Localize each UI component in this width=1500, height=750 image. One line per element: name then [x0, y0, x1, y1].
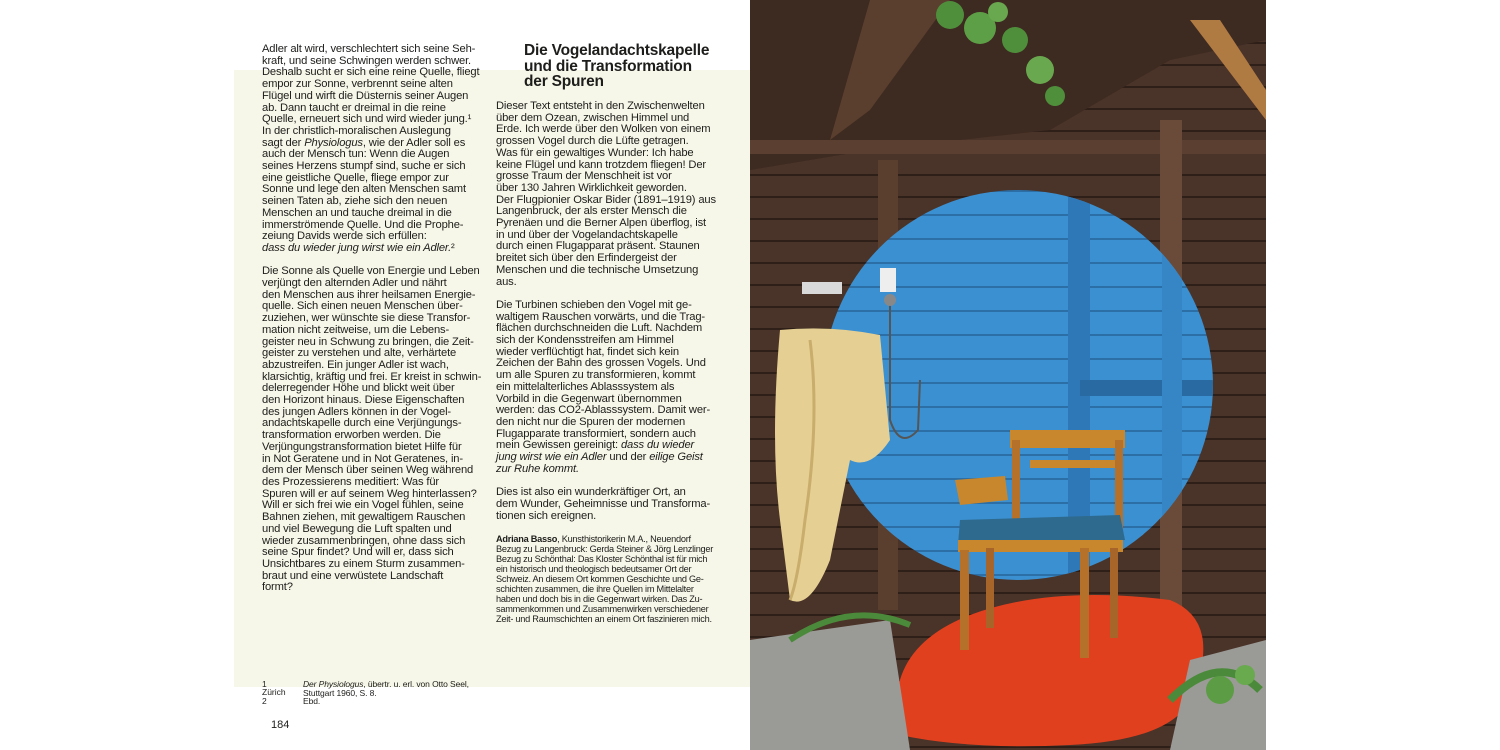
article-heading: Die Vogelandachtskapelle und die Transformation der Spuren [524, 42, 710, 90]
left-paragraph-1: Adler alt wird, verschlechtert sich seine Seh- kraft, und seine Schwingen werden schwer. Deshalb sucht er sich eine reine Quelle, fliegt empor zur Sonne, verbrennt seine alten Flügel und wirft die Düsternis seiner Augen ab. Dann taucht er dreimal in die reine Quelle, erneuert sich und wird wieder jung.¹ In der christlich-moralischen Auslegung sagt der Physiologus, wie der Adler soll es auch der Mensch tun: Wenn die Augen seines Herzens stumpf sind, suche er sich eine geistliche Quelle, fliege empor zur Sonne und lege den alten Menschen samt seinen Taten ab, ziehe sich den neuen Menschen an und tauche dreimal in die immerströmende Quelle. Und die Prophe- zeiung Davids werde sich erfüllen: dass du wieder jung wirst wie ein Adler.² [262, 43, 480, 254]
mid-paragraph-3: Dies ist also ein wunderkräftiger Ort, an dem Wunder, Geheimnisse und Transforma- tionen sich ereignen. [496, 486, 711, 522]
mid-paragraph-1: Dieser Text entsteht in den Zwischenwelten über dem Ozean, zwischen Himmel und Erde. Ich werde über den Wolken von einem grossen Vogel durch die Lüfte getragen. Was für ein gewaltiges Wunder: Ich habe keine Flügel und kann trotzdem fliegen! Der grosse Traum der Menschheit ist vor über 130 Jahren Wirklichkeit geworden. Der Flugpionier Oskar Bider (1891–1919) aus Langenbruck, der als erster Mensch die Pyrenäen und die Berner Alpen überflog, ist in und über der Vogelandachtskapelle durch einen Flugapparat präsent. Staunen breitet sich über den Erfindergeist der Menschen und die technische Umsetzung aus. [496, 100, 716, 288]
page-number: 184 [271, 719, 290, 731]
mid-paragraph-2: Die Turbinen schieben den Vogel mit ge- waltigem Rauschen vorwärts, und die Trag- flächen durchschneiden die Luft. Nachdem sich der Kondensstreifen am Himmel wieder verflüchtigt hat, findet sich kein Zeichen der Bahn des grossen Vogels. Und um alle Spuren zu transformieren, kommt ein mittelalterliches Ablasssystem als Vorbild in die Gegenwart übernommen werden: das CO2-Ablasssystem. Damit wer- den nicht nur die Spuren der modernen Flugapparate transformiert, sondern auch mein Gewissen gereinigt: dass du wieder jung wirst wie ein Adler und der eilige Geist zur Ruhe kommt. [496, 298, 711, 475]
footnote-place: Zürich [262, 687, 286, 697]
left-text-column [262, 44, 490, 606]
chapel-photo-illustration [750, 0, 1266, 750]
middle-text-column [496, 101, 724, 636]
left-paragraph-2: Die Sonne als Quelle von Energie und Leben verjüngt den alternden Adler und nährt den Menschen aus ihrer heilsamen Energie- quelle. Sich einen neuen Menschen über- zuziehen, wer wünschte sie diese Transfor- mation nicht zeitweise, um die Lebens- geister neu in Schwung zu bringen, die Zeit- geister zu verstehen und alte, verhärtete abzustreifen. Ein junger Adler ist wach, klarsichtig, kräftig und frei. Er kreist in schwin- delerregender Höhe und blickt weit über den Horizont hinaus. Diese Eigenschaften des jungen Adlers können in der Vogel- andachtskapelle durch eine Verjüngungs- transformation erworben werden. Die Verjüngungstransformation bietet Hilfe für in Not Geratene und in Not Geratenes, in- dem der Mensch über seinen Weg während des Prozessierens meditiert: Was für Spuren will er auf seinem Weg hinterlassen? Will er sich frei wie ein Vogel fühlen, seine Bahnen ziehen, mit gewaltigem Rauschen und viel Bewegung die Luft spalten und wieder zusammenbringen, ohne dass sich seine Spur findet? Und will er, dass sich Unsichtbares zu einem Sturm zusammen- braut und eine verwüstete Landschaft formt? [262, 265, 482, 594]
footnote-numbers: 1 2 [262, 679, 267, 707]
footnote-texts: Der Physiologus, übertr. u. erl. von Otto Seel, Stuttgart 1960, S. 8. Ebd. [303, 679, 469, 707]
chapel-photo [750, 0, 1266, 750]
author-name: Adriana Basso [496, 533, 558, 544]
author-bio: Adriana Basso, Kunsthistorikerin M.A., Neuendorf Bezug zu Langenbruck: Gerda Steiner & Jörg Lenzlinger Bezug zu Schönthal: Das Kloster Schönthal ist für mich ein historisch und theologisch bedeutsamer Ort der Schweiz. An diesem Ort kommen Geschichte und Ge- schichten zusammen, die ihre Quellen im Mittelalter haben und doch bis in die Gegenwart wirken. Das Zu- sammenkommen und Zusammenwirken verschiedener Zeit- und Raumschichten an einem Ort faszinieren mich. [496, 533, 714, 625]
